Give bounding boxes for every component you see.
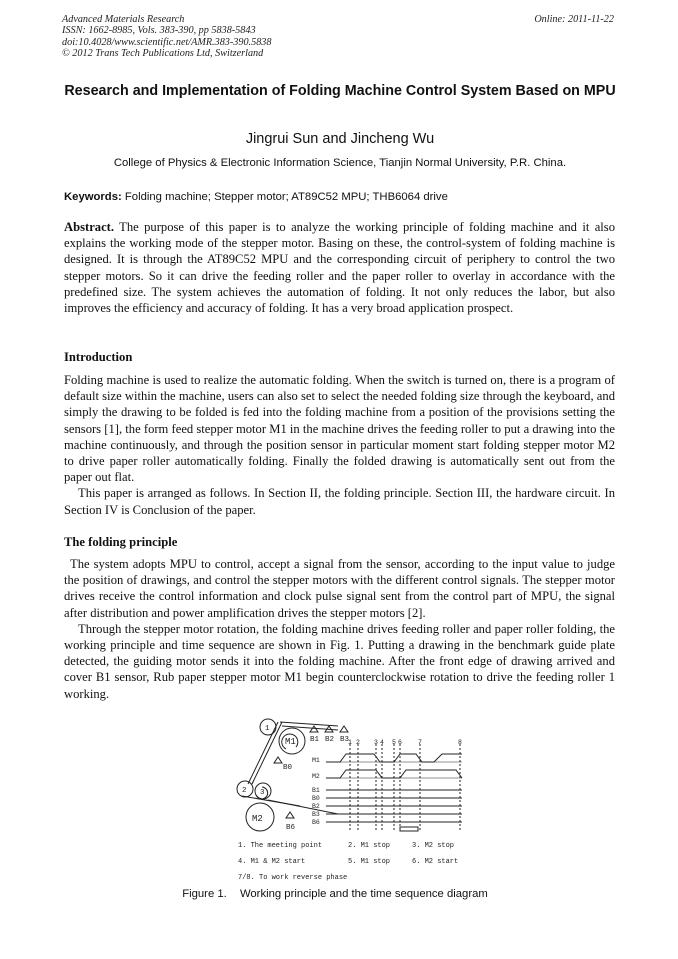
legend-item-2: 2. M1 stop xyxy=(348,842,391,850)
legend-item-3: 3. M2 stop xyxy=(412,842,455,850)
principle-heading: The folding principle xyxy=(64,535,178,549)
time-mark-2: 2 xyxy=(356,739,360,746)
roller-2-label: 2 xyxy=(242,787,247,795)
figure-caption xyxy=(60,888,620,900)
sensor-b3-label: B3 xyxy=(340,736,350,744)
introduction-body xyxy=(64,372,615,518)
time-mark-1: 1 xyxy=(348,739,352,746)
feed-plate-line xyxy=(280,722,338,726)
sensor-b6-label: B6 xyxy=(286,824,296,832)
caption-text: Working principle and the time sequence diagram xyxy=(239,888,488,900)
time-mark-6: 6 xyxy=(398,739,402,746)
time-mark-5: 5 xyxy=(392,739,396,746)
exit-plate-line xyxy=(268,800,338,814)
row-label-b2: B2 xyxy=(312,803,320,810)
row-label-m2: M2 xyxy=(312,773,320,780)
paper-title: Research and Implementation of Folding Machine Control System Based on MPU xyxy=(64,83,616,99)
legend-item-7: 7/8. To work reverse phase xyxy=(238,874,348,882)
motor-m1-label: M1 xyxy=(285,737,296,747)
b6-pulse xyxy=(400,827,418,831)
legend-item-1: 1. The meeting point xyxy=(238,842,323,850)
doi-line: doi:10.4028/www.scientific.net/AMR.383-390.5838 xyxy=(62,36,272,48)
guide-line xyxy=(248,722,278,784)
introduction-heading: Introduction xyxy=(64,350,133,364)
roller-1-label: 1 xyxy=(265,725,270,733)
sensor-b0-label: B0 xyxy=(283,764,293,772)
introduction-paragraph-2: This paper is arranged as follows. In Section II, the folding principle. Section III, the hardware circuit. In Section IV is Conclusion of the paper. xyxy=(64,486,615,517)
copyright-line: © 2012 Trans Tech Publications Ltd, Switzerland xyxy=(62,47,264,59)
time-mark-4: 4 xyxy=(380,739,384,746)
row-label-b3: B3 xyxy=(312,811,320,818)
legend-item-5: 5. M1 stop xyxy=(348,858,391,866)
principle-paragraph-1: The system adopts MPU to control, accept a signal from the sensor, according to the input value to judge the position of drawings, and control the stepper motors with the different control signals. The stepper motor drives receive the control information and clock pulse signal sent from the control part of MPU, the signal after distribution and power amplification drives the stepper motors [2]. xyxy=(64,557,615,620)
row-label-b1: B1 xyxy=(312,787,320,794)
journal-name: Advanced Materials Research xyxy=(62,14,185,25)
principle-paragraph-2: Through the stepper motor rotation, the folding machine drives feeding roller and paper roller folding, the working principle and time sequence are shown in Fig. 1. Putting a drawing in the benchmark guide plate detected, the guiding motor sends it into the folding machine. After the front edge of drawing arrived and cover B1 sensor, Rub paper stepper motor M1 begin counterclockwise rotation to drive the feeding roller 1 working. xyxy=(64,621,615,701)
introduction-paragraph-1: Folding machine is used to realize the automatic folding. When the switch is turned on, there is a program of default size within the machine, users can also set to select the needed folding size through the keyboard, and simply the drawing to be folded is fed into the folding machine from a position of the provisions setting the sensors [1], the form feed stepper motor M1 in the machine drives the feeding roller to put a drawing into the machine continuously, and through the position sensor in particular moment start folding stepper motor M2 to drive paper roller automatically folding. Finally the folded drawing is automatically sent out from the paper out flat. xyxy=(64,373,615,485)
keywords-label: Keywords: xyxy=(64,191,122,203)
time-mark-7: 7 xyxy=(418,739,422,746)
row-label-m1: M1 xyxy=(312,757,320,764)
sensor-b1-label: B1 xyxy=(310,736,320,744)
issn-line: ISSN: 1662-8985, Vols. 383-390, pp 5838-5843 xyxy=(62,25,256,37)
caption-label: Figure 1. xyxy=(182,888,227,900)
time-mark-8: 8 xyxy=(458,739,462,746)
abstract-label: Abstract. xyxy=(64,220,115,234)
sensor-b1-icon xyxy=(310,726,318,732)
sensor-b2-label: B2 xyxy=(325,736,335,744)
affiliation: College of Physics & Electronic Information Science, Tianjin Normal University, P.R. China. xyxy=(113,157,567,169)
row-label-b0: B0 xyxy=(312,795,320,802)
motor-m2-label: M2 xyxy=(252,814,263,824)
figure-diagram xyxy=(230,714,470,884)
keywords-text: Folding machine; Stepper motor; AT89C52 MPU; THB6064 drive xyxy=(124,191,448,203)
figure-1 xyxy=(230,714,470,884)
keywords xyxy=(64,191,619,203)
row-label-b6: B6 xyxy=(312,819,320,826)
legend-item-4: 4. M1 & M2 start xyxy=(238,858,306,866)
roller-3-label: 3 xyxy=(260,789,265,797)
sensor-b0-icon xyxy=(274,757,282,763)
abstract xyxy=(64,219,615,316)
sensor-b3-icon xyxy=(340,726,348,732)
sensor-b6-icon xyxy=(286,812,294,818)
online-date: Online: 2011-11-22 xyxy=(534,14,614,25)
abstract-text: The purpose of this paper is to analyze the working principle of folding machine and it also explains the working mode of the stepper motor. Basing on these, the control-system of folding machine is designed. It is through the AT89C52 MPU and the corresponding circuit of periphery to control the two stepper motors. So it can drive the feeding roller and the paper roller to overlay in accordance with the predefined size. The system achieves the automation of folding. It not only reduces the labor, but also improves the efficiency and accuracy of folding. It has a very broad application prospect. xyxy=(64,220,616,316)
running-header xyxy=(62,14,271,59)
authors: Jingrui Sun and Jincheng Wu xyxy=(245,131,435,147)
time-mark-3: 3 xyxy=(374,739,378,746)
principle-body xyxy=(64,556,615,702)
legend-item-6: 6. M2 start xyxy=(412,858,459,866)
